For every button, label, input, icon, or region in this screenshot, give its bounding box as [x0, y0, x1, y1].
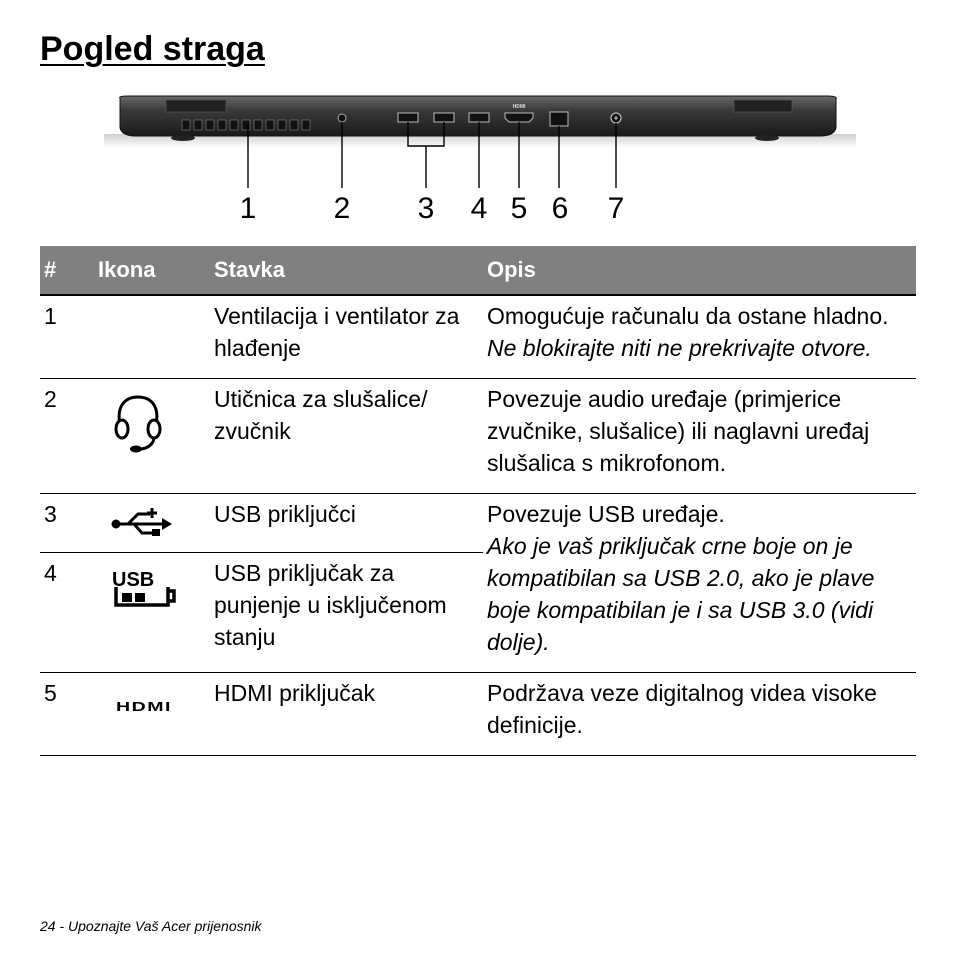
callout-label-6: 6 [551, 192, 569, 225]
description-text: Povezuje USB uređaje. [487, 501, 725, 527]
vent-slots [182, 120, 310, 130]
description-note: Ne blokirajte niti ne prekrivajte otvore. [487, 335, 872, 361]
description-text: Omogućuje računalu da ostane hladno. [487, 303, 889, 329]
description-text: Podržava veze digitalnog videa visoke definicije. [487, 680, 877, 738]
callout-label-2: 2 [333, 192, 351, 225]
row-number: 5 [40, 673, 98, 756]
table-header-row [40, 246, 916, 295]
row-item: HDMI priključak [210, 673, 483, 756]
row-icon-cell [98, 673, 210, 756]
usb-charge-icon [110, 565, 180, 609]
header-description: Opis [483, 246, 916, 295]
callout-label-7: 7 [607, 192, 625, 225]
hdmi-icon-text: HDMI [116, 699, 172, 714]
row-icon-cell [98, 295, 210, 379]
hdmi-port-mark: HDMI [512, 104, 526, 110]
row-icon-cell [98, 379, 210, 494]
row-number: 1 [40, 295, 98, 379]
callout-label-3: 3 [417, 192, 435, 225]
page-footer: 24 - Upoznajte Vaš Acer prijenosnik [40, 918, 262, 934]
row-item: Utičnica za slušalice/ zvučnik [210, 379, 483, 494]
row-description [483, 295, 916, 379]
usb-charge-icon-text: USB [112, 569, 155, 592]
table-row [40, 494, 916, 553]
ports-table [40, 246, 916, 756]
header-item: Stavka [210, 246, 483, 295]
row-description [483, 379, 916, 494]
hdmi-icon [110, 685, 180, 719]
row-icon-cell [98, 494, 210, 553]
row-number: 3 [40, 494, 98, 553]
header-icon: Ikona [98, 246, 210, 295]
headset-icon [110, 391, 166, 455]
callout-label-5: 5 [510, 192, 528, 225]
table-row [40, 295, 916, 379]
row-icon-cell [98, 553, 210, 673]
row-number: 4 [40, 553, 98, 673]
row-description [483, 494, 916, 673]
description-text: Povezuje audio uređaje (primjerice zvučnike, slušalice) ili naglavni uređaj slušalica s mikrofonom. [487, 386, 870, 476]
callout-label-4: 4 [470, 192, 488, 225]
row-item: USB priključak za punjenje u isključenom stanju [210, 553, 483, 673]
table-row [40, 379, 916, 494]
page-title: Pogled straga [40, 30, 265, 68]
description-note: Ako je vaš priključak crne boje on je kompatibilan sa USB 2.0, ako je plave boje kompatibilan je i sa USB 3.0 (vidi dolje). [487, 533, 875, 655]
header-number: # [40, 246, 98, 295]
row-item: Ventilacija i ventilator za hlađenje [210, 295, 483, 379]
row-description [483, 673, 916, 756]
table-row [40, 673, 916, 756]
row-item: USB priključci [210, 494, 483, 553]
usb-icon [110, 506, 174, 536]
row-number: 2 [40, 379, 98, 494]
callout-label-1: 1 [239, 192, 257, 225]
